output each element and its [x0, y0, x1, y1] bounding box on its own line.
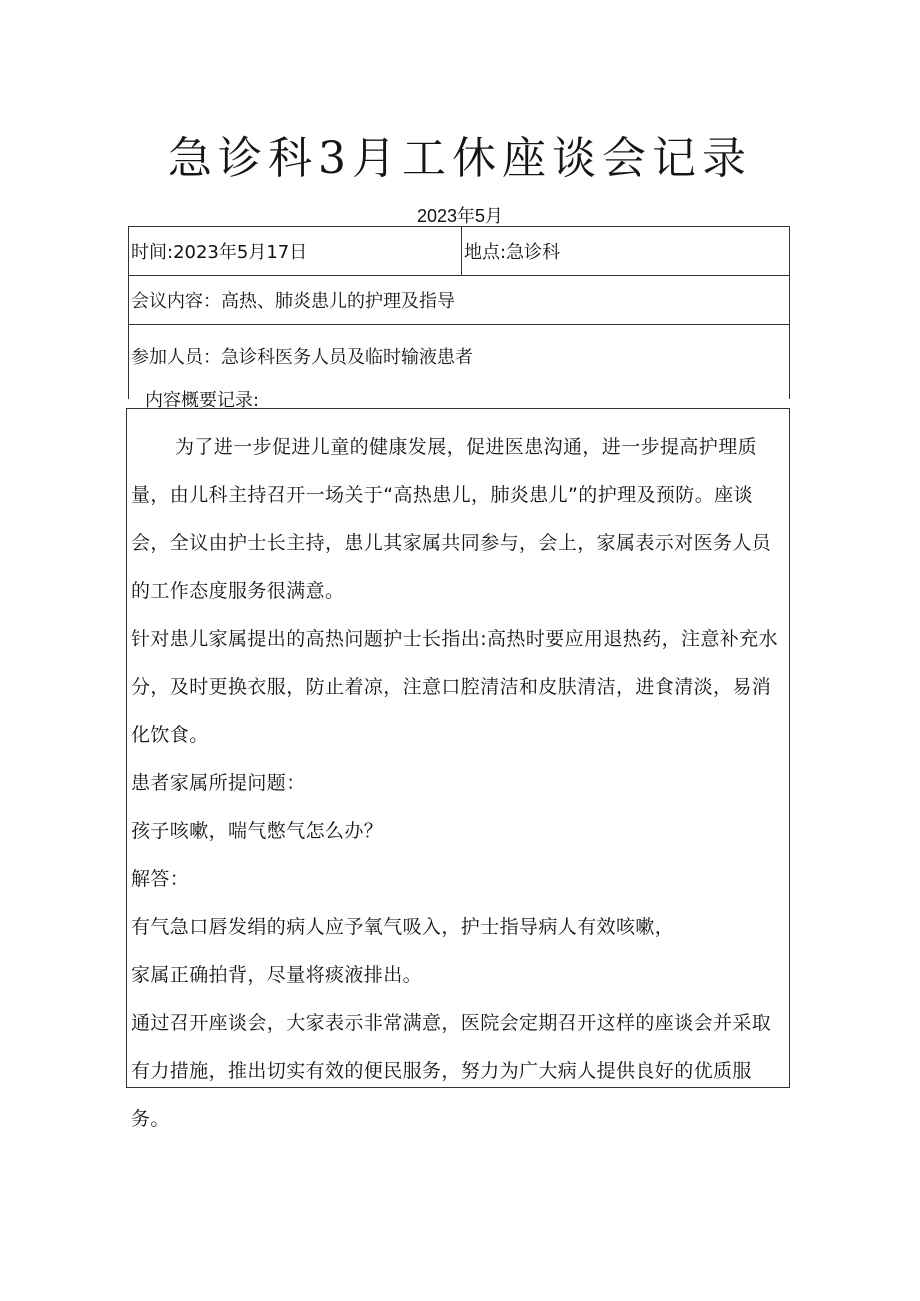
summary-question: 孩子咳嗽，喘气憋气怎么办？	[131, 820, 384, 842]
summary-paragraph-intro: 为了进一步促进儿童的健康发展，促进医患沟通，进一步提高护理质量，由儿科主持召开一场关于“高热患儿，肺炎患儿”的护理及预防。座谈会，全议由护士长主持，患儿其家属共同参与，会上，家属表示对医务人员的工作态度服务很满意。	[131, 436, 772, 602]
summary-answer-line-2: 家属正确拍背，尽量将痰液排出。	[131, 964, 423, 986]
summary-label: 内容概要记录:	[145, 390, 260, 411]
summary-content-box	[126, 408, 790, 1130]
meeting-location: 地点:急诊科	[462, 227, 790, 276]
meeting-info-table	[128, 226, 790, 399]
summary-question-label: 患者家属所提问题：	[131, 772, 306, 794]
summary-conclusion: 通过召开座谈会，大家表示非常满意，医院会定期召开这样的座谈会并采取有力措施，推出切实有效的便民服务，努力为广大病人提供良好的优质服务。	[131, 1012, 772, 1130]
meeting-participants: 参加人员：急诊科医务人员及临时输液患者	[129, 325, 790, 400]
meeting-time: 时间:2023年5月17日	[129, 227, 462, 276]
summary-answer-label: 解答：	[131, 868, 190, 890]
summary-answer-line-1: 有气急口唇发绢的病人应予氧气吸入，护士指导病人有效咳嗽，	[131, 916, 675, 938]
info-row-time-location	[129, 227, 790, 276]
document-date: 2023年5月	[416, 206, 504, 226]
document-title: 急诊科3月工休座谈会记录	[168, 133, 752, 184]
meeting-content: 会议内容：高热、肺炎患儿的护理及指导	[129, 276, 790, 325]
info-row-content	[129, 276, 790, 325]
summary-paragraph-fever-advice: 针对患儿家属提出的高热问题护士长指出:高热时要应用退热药，注意补充水分，及时更换衣服，防止着凉，注意口腔清洁和皮肤清洁，进食清淡，易消化饮食。	[131, 628, 779, 746]
